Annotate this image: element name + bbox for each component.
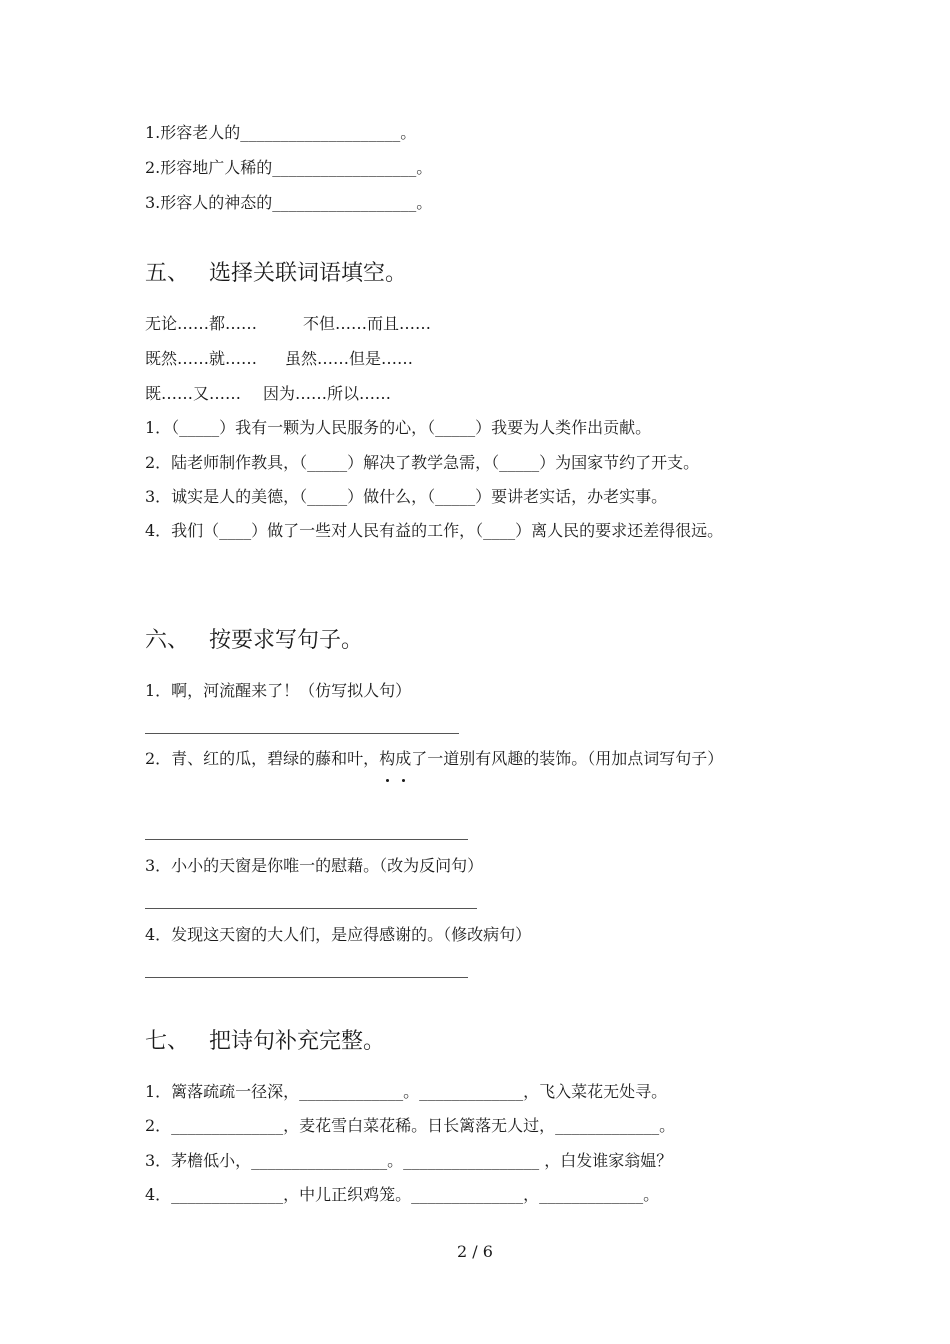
- section-6-number: 六、: [145, 628, 190, 653]
- section-6-title: 按要求写句子。: [209, 628, 364, 653]
- section-5-number: 五、: [145, 261, 190, 286]
- poem-item-3: 3．茅檐低小，_________________。_________________ ，白发谁家翁媪？: [145, 1151, 673, 1170]
- emphasis-dot-char: 成: [395, 742, 411, 776]
- answer-line: [145, 908, 477, 909]
- poem-item-4: 4．______________，中儿正织鸡笼。______________，_____________。: [145, 1185, 660, 1204]
- section-6-heading: [145, 626, 363, 656]
- conjunction-option: 不但……而且……: [303, 314, 432, 333]
- sec6-question-2: 2．青、红的瓜，碧绿的藤和叶，构成了一道别有风趣的装饰。（用加点词写句子）: [145, 742, 815, 776]
- sec5-question-3: 3．诚实是人的美德，（_____）做什么，（_____）要讲老实话，办老实事。: [145, 487, 668, 506]
- section-7-heading: [145, 1027, 385, 1057]
- conjunction-row-3: [145, 383, 391, 405]
- conjunction-option: 虽然……但是……: [285, 349, 414, 368]
- sec4-item-3: 3.形容人的神态的__________________。: [145, 193, 433, 212]
- sec6-question-1: 1．啊，河流醒来了！（仿写拟人句）: [145, 681, 412, 700]
- sec5-question-1: 1．（_____）我有一颗为人民服务的心，（_____）我要为人类作出贡献。: [145, 418, 652, 437]
- conjunction-row-1: [145, 313, 431, 335]
- sec4-item-1: 1.形容老人的____________________。: [145, 123, 417, 142]
- sec4-item-2: 2.形容地广人稀的__________________。: [145, 158, 433, 177]
- page-number: 2 / 6: [457, 1242, 493, 1261]
- conjunction-option: 因为……所以……: [263, 384, 392, 403]
- poem-item-1: 1．篱落疏疏一径深，_____________。_____________，飞入菜花无处寻。: [145, 1082, 668, 1101]
- conjunction-option: 无论……都……: [145, 314, 258, 333]
- sec5-question-2: 2．陆老师制作教具，（_____）解决了教学急需，（_____）为国家节约了开支。: [145, 453, 700, 472]
- section-5-heading: [145, 259, 407, 289]
- poem-item-2: 2．______________，麦花雪白菜花稀。日长篱落无人过，_____________。: [145, 1116, 676, 1135]
- section-7-title: 把诗句补充完整。: [209, 1029, 386, 1054]
- answer-line: [145, 977, 468, 978]
- sec6-question-4: 4．发现这天窗的大人们，是应得感谢的。（修改病句）: [145, 925, 532, 944]
- answer-line: [145, 733, 459, 734]
- conjunction-row-2: [145, 348, 413, 370]
- sec5-question-4: 4．我们（____）做了一些对人民有益的工作，（____）离人民的要求还差得很远。: [145, 521, 724, 540]
- answer-line: [145, 839, 468, 840]
- sec6-question-3: 3．小小的天窗是你唯一的慰藉。（改为反问句）: [145, 856, 484, 875]
- section-5-title: 选择关联词语填空。: [209, 261, 408, 286]
- conjunction-option: 既然……就……: [145, 349, 258, 368]
- section-7-number: 七、: [145, 1029, 190, 1054]
- emphasis-dot-char: 构: [379, 742, 395, 776]
- conjunction-option: 既……又……: [145, 384, 242, 403]
